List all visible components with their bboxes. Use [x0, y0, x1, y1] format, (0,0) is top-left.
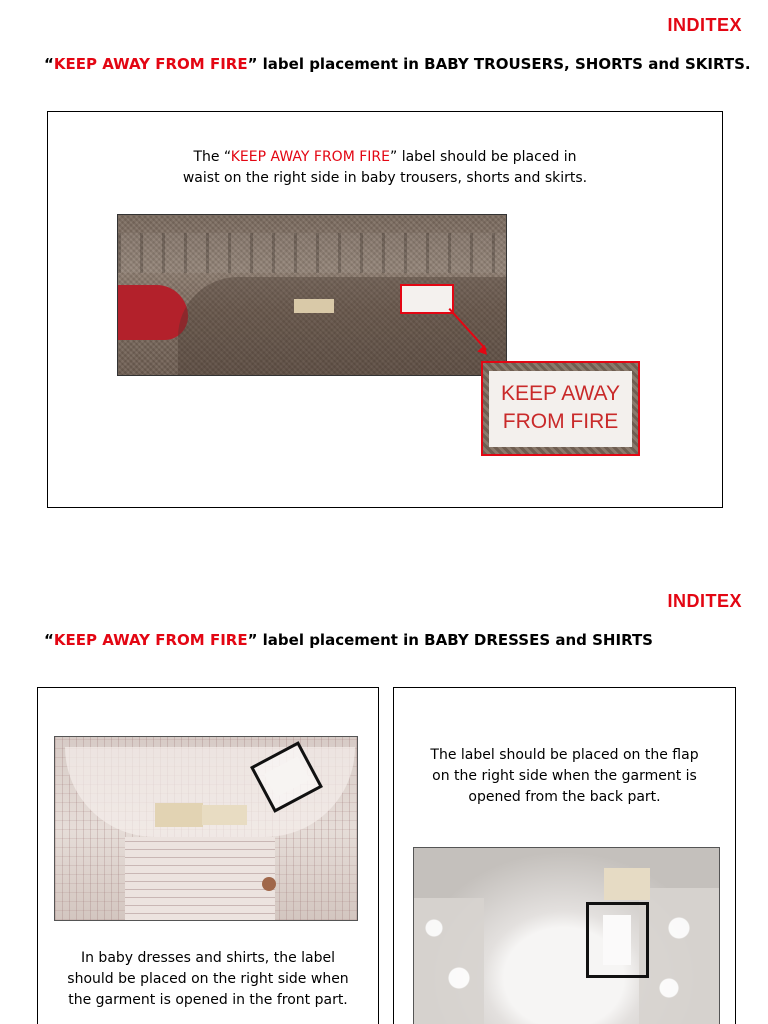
waistband-elastic — [118, 233, 507, 273]
dress-back-photo — [413, 847, 720, 1024]
keep-away-label — [603, 915, 631, 965]
trousers-waist-photo — [117, 214, 507, 376]
heart-button — [262, 877, 276, 891]
heading-rest: ” label placement in BABY TROUSERS, SHORTS and SKIRTS. — [247, 55, 751, 73]
trousers-caption-line2: waist on the right side in baby trousers, shorts and skirts. — [182, 170, 588, 186]
keep-away-label-highlight — [400, 284, 454, 314]
size-tag — [202, 805, 247, 825]
shirt-front-photo — [54, 736, 358, 921]
trousers-caption-line1: The “KEEP AWAY FROM FIRE” label should be placed in — [193, 149, 577, 165]
heading-rest: ” label placement in BABY DRESSES and SHIRTS — [247, 631, 653, 649]
heading-open-quote: “ — [44, 55, 54, 73]
heading-highlight: KEEP AWAY FROM FIRE — [53, 55, 248, 73]
dresses-caption: The label should be placed on the flap on the right side when the garment is opened from the back part. — [430, 747, 699, 805]
trousers-interior — [178, 277, 507, 376]
trousers-caption — [150, 147, 620, 189]
label-highlight-box — [586, 902, 649, 978]
inditex-logo-2: INDITEX — [667, 591, 742, 611]
embroidery-right — [639, 888, 719, 1024]
embroidery-left — [414, 898, 484, 1024]
inditex-logo: INDITEX — [667, 15, 742, 35]
heading-open-quote: “ — [44, 631, 54, 649]
brand-tag — [604, 868, 650, 900]
shirts-caption: In baby dresses and shirts, the label should be placed on the right side when the garment is opened in the front part. — [67, 950, 349, 1008]
brand-tag — [294, 299, 334, 313]
shirt-placket — [125, 837, 275, 921]
caption-highlight: KEEP AWAY FROM FIRE — [230, 149, 390, 165]
keep-away-label — [264, 756, 310, 797]
label-zoom-photo — [481, 361, 640, 456]
heading-highlight: KEEP AWAY FROM FIRE — [53, 631, 248, 649]
section1-heading — [44, 55, 751, 73]
keep-away-label-closeup: KEEP AWAY FROM FIRE — [489, 371, 632, 447]
section2-heading — [44, 631, 653, 649]
brand-tag — [155, 803, 203, 827]
